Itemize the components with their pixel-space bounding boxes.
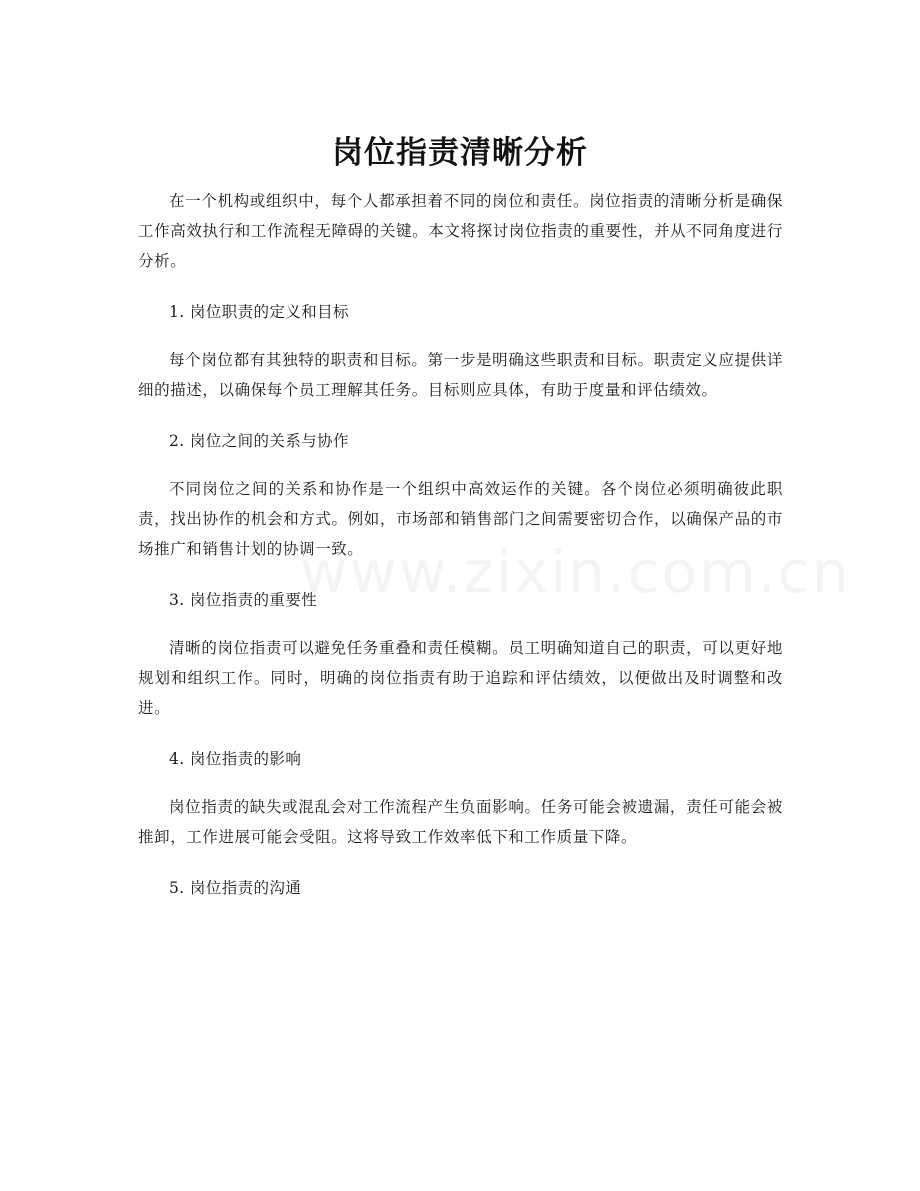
section-body-2: 不同岗位之间的关系和协作是一个组织中高效运作的关键。各个岗位必须明确彼此职责，找出协作的机会和方式。例如，市场部和销售部门之间需要密切合作，以确保产品的市场推广和销售计划的协调一致。 — [138, 480, 783, 558]
section-heading-5: 5. 岗位指责的沟通 — [169, 879, 302, 897]
section-body-1: 每个岗位都有其独特的职责和目标。第一步是明确这些职责和目标。职责定义应提供详细的描述，以确保每个员工理解其任务。目标则应具体，有助于度量和评估绩效。 — [138, 351, 783, 399]
section-heading-1: 1. 岗位职责的定义和目标 — [169, 303, 349, 321]
document-body — [138, 186, 783, 903]
section-heading-4: 4. 岗位指责的影响 — [169, 750, 302, 768]
section-heading-3: 3. 岗位指责的重要性 — [169, 591, 318, 609]
section-body-4: 岗位指责的缺失或混乱会对工作流程产生负面影响。任务可能会被遗漏，责任可能会被推卸，工作进展可能会受阻。这将导致工作效率低下和工作质量下降。 — [138, 798, 783, 846]
intro-paragraph: 在一个机构或组织中，每个人都承担着不同的岗位和责任。岗位指责的清晰分析是确保工作高效执行和工作流程无障碍的关键。本文将探讨岗位指责的重要性，并从不同角度进行分析。 — [138, 192, 783, 270]
document-title: 岗位指责清晰分析 — [332, 134, 588, 171]
section-body-3: 清晰的岗位指责可以避免任务重叠和责任模糊。员工明确知道自己的职责，可以更好地规划和组织工作。同时，明确的岗位指责有助于追踪和评估绩效，以便做出及时调整和改进。 — [138, 639, 783, 717]
section-heading-2: 2. 岗位之间的关系与协作 — [169, 432, 349, 450]
